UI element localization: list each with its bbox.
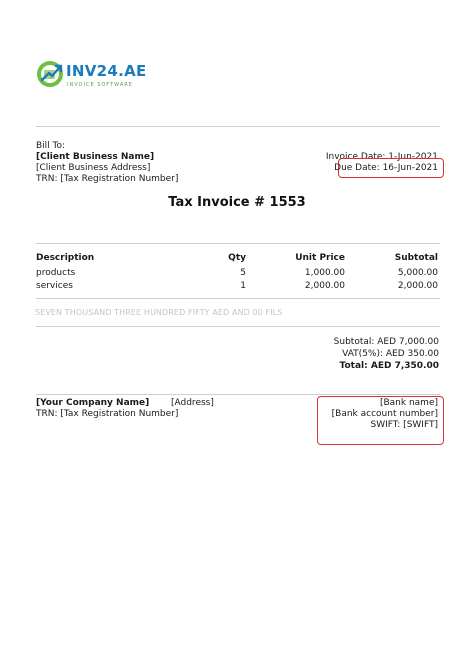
- company-address: [Address]: [171, 398, 214, 408]
- totals-vat: VAT(5%): AED 350.00: [342, 349, 439, 359]
- client-name: [Client Business Name]: [36, 152, 155, 162]
- totals-total: Total: AED 7,350.00: [339, 361, 439, 371]
- row-subtotal: 2,000.00: [397, 281, 438, 291]
- company-name: [Your Company Name]: [36, 398, 150, 408]
- client-address: [Client Business Address]: [36, 163, 151, 173]
- words-divider: [36, 326, 440, 327]
- header-qty: Qty: [228, 253, 246, 263]
- bank-swift: SWIFT: [SWIFT]: [370, 420, 438, 430]
- row-subtotal: 5,000.00: [397, 268, 438, 278]
- row-description: services: [36, 281, 73, 291]
- row-unit-price: 1,000.00: [304, 268, 345, 278]
- header-subtotal: Subtotal: [394, 253, 438, 263]
- logo-wordmark: INV24.AE: [66, 62, 147, 80]
- header-divider: [36, 126, 440, 127]
- footer-divider: [36, 394, 440, 395]
- invoice-date: Invoice Date: 1-Jun-2021: [325, 152, 438, 162]
- client-trn: TRN: [Tax Registration Number]: [36, 174, 179, 184]
- logo-icon: [36, 60, 64, 88]
- table-bottom-divider: [36, 298, 440, 299]
- table-top-divider: [36, 243, 440, 244]
- bank-name: [Bank name]: [379, 398, 438, 408]
- due-date: Due Date: 16-Jun-2021: [334, 163, 438, 173]
- header-unit-price: Unit Price: [295, 253, 345, 263]
- header-description: Description: [36, 253, 95, 263]
- bank-account: [Bank account number]: [331, 409, 438, 419]
- amount-in-words: SEVEN THOUSAND THREE HUNDRED FIFTY AED AND 00 FILS: [35, 308, 283, 317]
- totals-subtotal: Subtotal: AED 7,000.00: [333, 337, 439, 347]
- logo-tagline: INVOICE SOFTWARE: [67, 82, 133, 88]
- bill-to-heading: Bill To:: [36, 141, 66, 151]
- row-description: products: [36, 268, 76, 278]
- company-trn: TRN: [Tax Registration Number]: [36, 409, 179, 419]
- invoice-title: Tax Invoice # 1553: [168, 195, 306, 210]
- row-unit-price: 2,000.00: [304, 281, 345, 291]
- row-qty: 5: [240, 268, 246, 278]
- row-qty: 1: [240, 281, 246, 291]
